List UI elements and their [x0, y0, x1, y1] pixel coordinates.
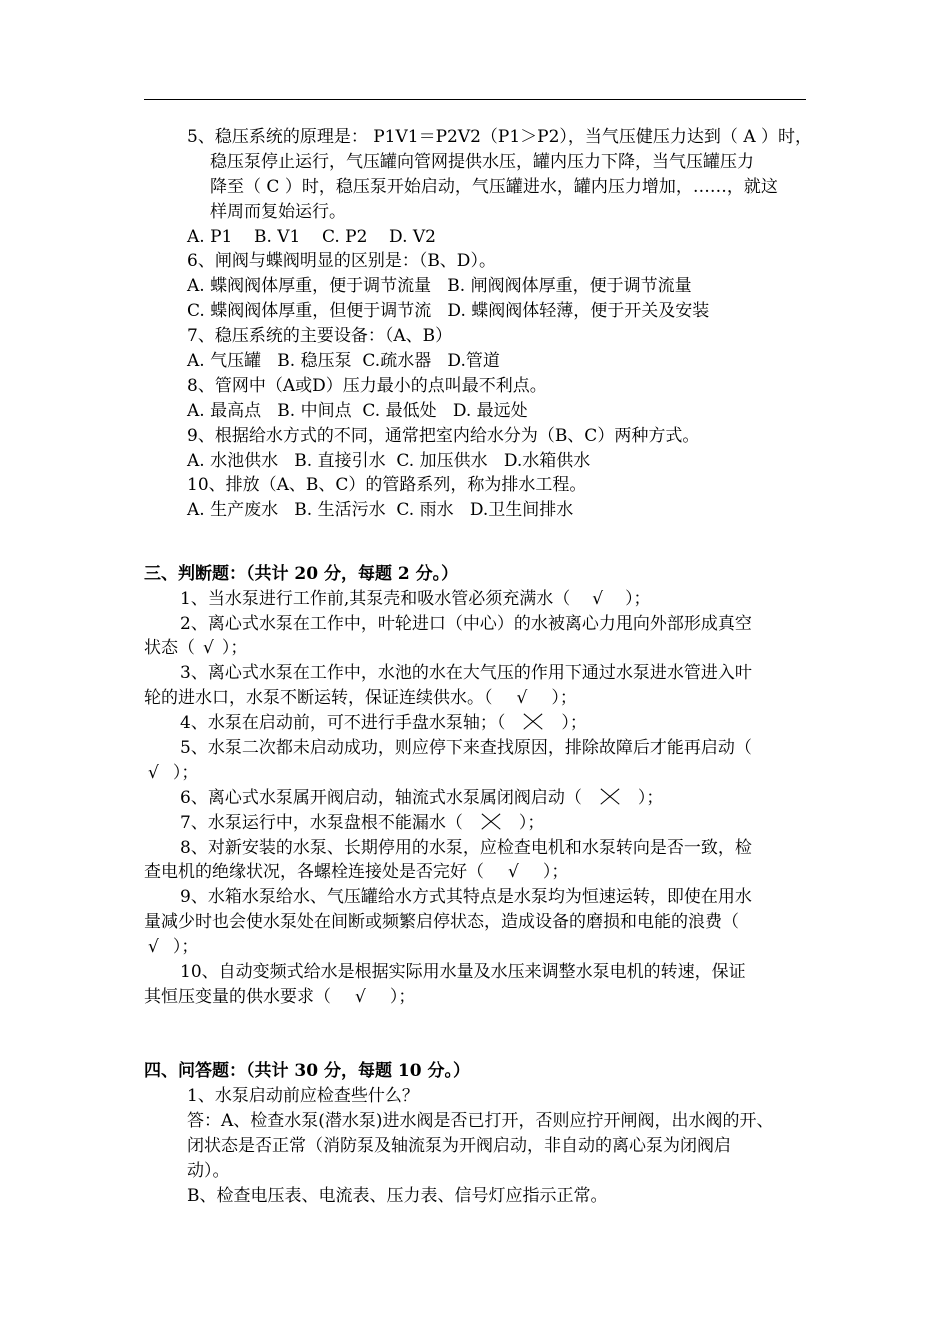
judge-item-10-end: ）； [389, 987, 416, 1007]
q9-options: A. 水池供水 B. 直接引水 C. 加压供水 D.水箱供水 [187, 451, 591, 471]
qa-answer-line-2: 闭状态是否正常（消防泵及轴流泵为开阀启动，非自动的离心泵为闭阀启 [187, 1136, 731, 1156]
qa-answer-line-3: 动）。 [187, 1161, 230, 1181]
judge-item-6 [180, 786, 663, 810]
judge-item-2-line-2 [144, 636, 247, 660]
check-mark: √ [203, 638, 214, 658]
judge-item-6-text: 6、离心式水泵属开阀启动，轴流式水泵属闭阀启动（ [180, 788, 582, 808]
q5-line-1: 5、稳压系统的原理是： P1V1＝P2V2（P1＞P2），当气压健压力达到（ A ）时， [187, 127, 813, 147]
judge-item-9-line-3 [148, 935, 198, 959]
judge-item-10-line-2 [144, 985, 415, 1009]
judge-item-2-end: ）； [221, 638, 248, 658]
judge-item-4-end: ）； [561, 713, 587, 733]
section-title-qa: 四、问答题：（共计 30 分，每题 10 分。） [144, 1061, 470, 1081]
q10-options: A. 生产废水 B. 生活污水 C. 雨水 D.卫生间排水 [187, 500, 574, 520]
judge-item-4 [180, 711, 587, 735]
judge-item-7-end: ）； [518, 813, 545, 833]
judge-item-6-end: ）； [637, 788, 664, 808]
check-mark: √ [148, 763, 159, 783]
q6-stem: 6、闸阀与蝶阀明显的区别是：（B、D）。 [187, 251, 496, 271]
judge-item-3-text: 轮的进水口，水泵不断运转，保证连续供水。（ [144, 688, 493, 708]
judge-item-9-line-1: 9、水箱水泵给水、气压罐给水方式其特点是水泵均为恒速运转，即使在用水 [180, 887, 752, 907]
judge-item-1-text: 1、当水泵进行工作前,其泵壳和吸水管必须充满水（ [180, 589, 571, 609]
judge-item-1-end: ）； [625, 589, 651, 609]
check-mark: √ [355, 987, 366, 1007]
check-mark: √ [148, 937, 159, 957]
q5-line-2: 稳压泵停止运行，气压罐向管网提供水压，罐内压力下降，当气压罐压力 [210, 152, 754, 172]
judge-item-3-line-2 [144, 686, 577, 710]
q6-options-2: C. 蝶阀阀体厚重，但便于调节流 D. 蝶阀阀体轻薄，便于开关及安装 [187, 301, 710, 321]
judge-item-8-line-1: 8、对新安装的水泵、长期停用的水泵，应检查电机和水泵转向是否一致，检 [180, 838, 752, 858]
q9-stem: 9、根据给水方式的不同，通常把室内给水分为（B、C）两种方式。 [187, 426, 700, 446]
judge-item-5-end: ）； [172, 763, 199, 783]
q5-line-4: 样周而复始运行。 [210, 202, 346, 222]
q5-line-3: 降至（ C ）时，稳压泵开始启动，气压罐进水，罐内压力增加，……，就这 [210, 177, 778, 197]
judge-item-5-line-1: 5、水泵二次都未启动成功，则应停下来查找原因，排除故障后才能再启动（ [180, 738, 752, 758]
judge-item-3-line-1: 3、离心式水泵在工作中，水池的水在大气压的作用下通过水泵进水管进入叶 [180, 663, 752, 683]
check-mark: √ [516, 688, 528, 708]
qa-answer-line-1: 答：A、检查水泵(潜水泵)进水阀是否已打开，否则应拧开闸阀，出水阀的开、 [187, 1111, 774, 1131]
check-mark: √ [592, 589, 604, 609]
cross-mark-icon [600, 788, 620, 806]
q8-stem: 8、管网中（A或D）压力最小的点叫最不利点。 [187, 376, 547, 396]
judge-item-7-text: 7、水泵运行中，水泵盘根不能漏水（ [180, 813, 463, 833]
judge-item-8-text: 查电机的绝缘状况，各螺栓连接处是否完好（ [144, 862, 484, 882]
section-title-judgement: 三、判断题：（共计 20 分，每题 2 分。） [144, 564, 459, 584]
q7-options: A. 气压罐 B. 稳压泵 C.疏水器 D.管道 [187, 351, 500, 371]
q5-options: A. P1 B. V1 C. P2 D. V2 [187, 227, 436, 247]
judge-item-1 [180, 587, 651, 611]
q8-options: A. 最高点 B. 中间点 C. 最低处 D. 最远处 [187, 401, 528, 421]
judge-item-4-text: 4、水泵在启动前，可不进行手盘水泵轴；（ [180, 713, 506, 733]
judge-item-8-end: ）； [542, 862, 569, 882]
judge-item-2-line-1: 2、离心式水泵在工作中，叶轮进口（中心）的水被离心力甩向外部形成真空 [180, 614, 752, 634]
judge-item-8-line-2 [144, 860, 568, 884]
judge-item-10-line-1: 10、自动变频式给水是根据实际用水量及水压来调整水泵电机的转速，保证 [180, 962, 746, 982]
judge-item-3-end: ）； [551, 688, 577, 708]
judge-item-9-line-2: 量减少时也会使水泵处在间断或频繁启停状态，造成设备的磨损和电能的浪费（ [144, 912, 739, 932]
cross-mark-icon [523, 713, 543, 731]
judge-item-7 [180, 811, 544, 835]
judge-item-2-text: 状态（ [144, 638, 195, 658]
judge-item-10-text: 其恒压变量的供水要求（ [144, 987, 331, 1007]
judge-item-9-end: ）； [172, 937, 199, 957]
qa-question-1: 1、水泵启动前应检查些什么？ [187, 1086, 419, 1106]
cross-mark-icon [481, 813, 501, 831]
q7-stem: 7、稳压系统的主要设备：（A、B） [187, 326, 453, 346]
check-mark: √ [508, 862, 519, 882]
header-rule [144, 99, 806, 100]
q10-stem: 10、排放（A、B、C）的管路系列，称为排水工程。 [187, 475, 587, 495]
q6-options-1: A. 蝶阀阀体厚重，便于调节流量 B. 闸阀阀体厚重，便于调节流量 [187, 276, 692, 296]
qa-answer-line-4: B、检查电压表、电流表、压力表、信号灯应指示正常。 [187, 1186, 608, 1206]
judge-item-5-line-2 [148, 761, 198, 785]
